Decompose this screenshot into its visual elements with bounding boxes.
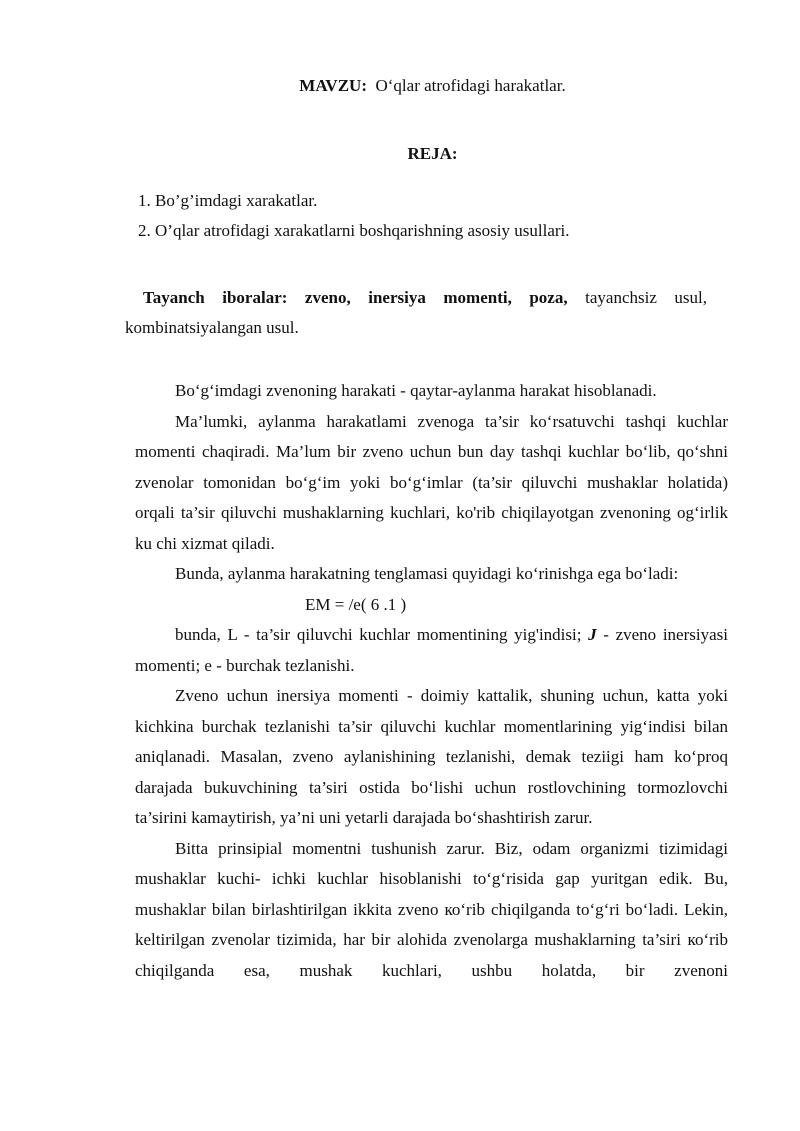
topic-text: O‘qlar atrofidagi harakatlar.: [375, 76, 566, 95]
paragraph-2: Ma’lumki, aylanma harakatlami zvenoga ta’sir ko‘rsatuvchi tashqi kuchlar momenti chaqiradi. Ma’lum bir zveno uchun bun day tashqi kuchlar bo‘lib, qo‘shni zvenolar tomonidan bo‘g‘im yoki bo‘g‘imlar (ta’sir qiluvchi mushaklar holatida) orqali ta’sir qiluvchi mushaklarning kuchlari, ko'rib chiqilayotgan zvenoning og‘irlik ku chi xizmat qiladi.: [135, 411, 728, 553]
keywords-rest-line1: tayanchsiz usul,: [567, 288, 707, 307]
plan-heading: REJA:: [407, 144, 458, 163]
topic-heading: [0, 76, 800, 96]
inertia-symbol: J: [588, 625, 597, 644]
paragraph-4-part-b: - zveno inersiyasi momenti; e - burchak tezlanishi.: [135, 625, 728, 675]
keywords-rest-line2: kombinatsiyalangan usul.: [125, 318, 299, 337]
paragraph-1: Bo‘g‘imdagi zvenoning harakati - qaytar-aylanma harakat hisoblanadi.: [175, 381, 657, 400]
paragraph-5: Zveno uchun inersiya momenti - doimiy kattalik, shuning uchun, katta yoki kichkina burchak tezlanishi ta’sir qiluvchi kuchlar momentlarining yig‘indisi bilan aniqlanadi. Masalan, zveno aylanishining tezlanishi, demak teziigi ham ko‘proq darajada bukuvchining ta’siri ostida bo‘lishi uchun rostlovchining tormozlovchi ta’sirini kamaytirish, ya’ni uni yetarli darajada bo‘shashtirish zarur.: [135, 686, 728, 827]
paragraph-3: Bunda, aylanma harakatning tenglamasi quyidagi ko‘rinishga ega bo‘ladi:: [175, 564, 679, 583]
paragraph-4: [135, 620, 728, 681]
paragraph-6: Bitta prinsipial momentni tushunish zarur. Biz, odam organizmi tizimidagi mushaklar kuchi- ichki kuchlar hisoblanishi to‘g‘risida gap yuritgan edik. Bu, mushaklar bilan birlashtirilgan ikkita zveno ко‘rib chiqilganda to‘g‘ri bo‘ladi. Lekin, keltirilgan zvenolar tizimida, har bir alohida zvenolarga mushaklarning ta’siri ко‘rib chiqilganda esa, mushak kuchlari, ushbu holatda, bir zvenoni: [135, 838, 728, 980]
topic-label: MAVZU:: [299, 76, 367, 95]
paragraph-4-part-a: bunda, L - ta’sir qiluvchi kuchlar momentining yig'indisi;: [175, 625, 589, 644]
plan-item: 1. Bo’g’imdagi xarakatlar.: [138, 191, 318, 210]
keywords-block: [125, 283, 707, 343]
body-text: [135, 376, 728, 986]
formula: EM = /e( 6 .1 ): [305, 594, 407, 614]
keywords-label: Tayanch iboralar: zveno, inersiya momenti, poza,: [143, 288, 568, 307]
plan-list: [138, 186, 570, 246]
plan-item: 2. O’qlar atrofidagi xarakatlarni boshqarishning asosiy usullari.: [138, 221, 570, 240]
